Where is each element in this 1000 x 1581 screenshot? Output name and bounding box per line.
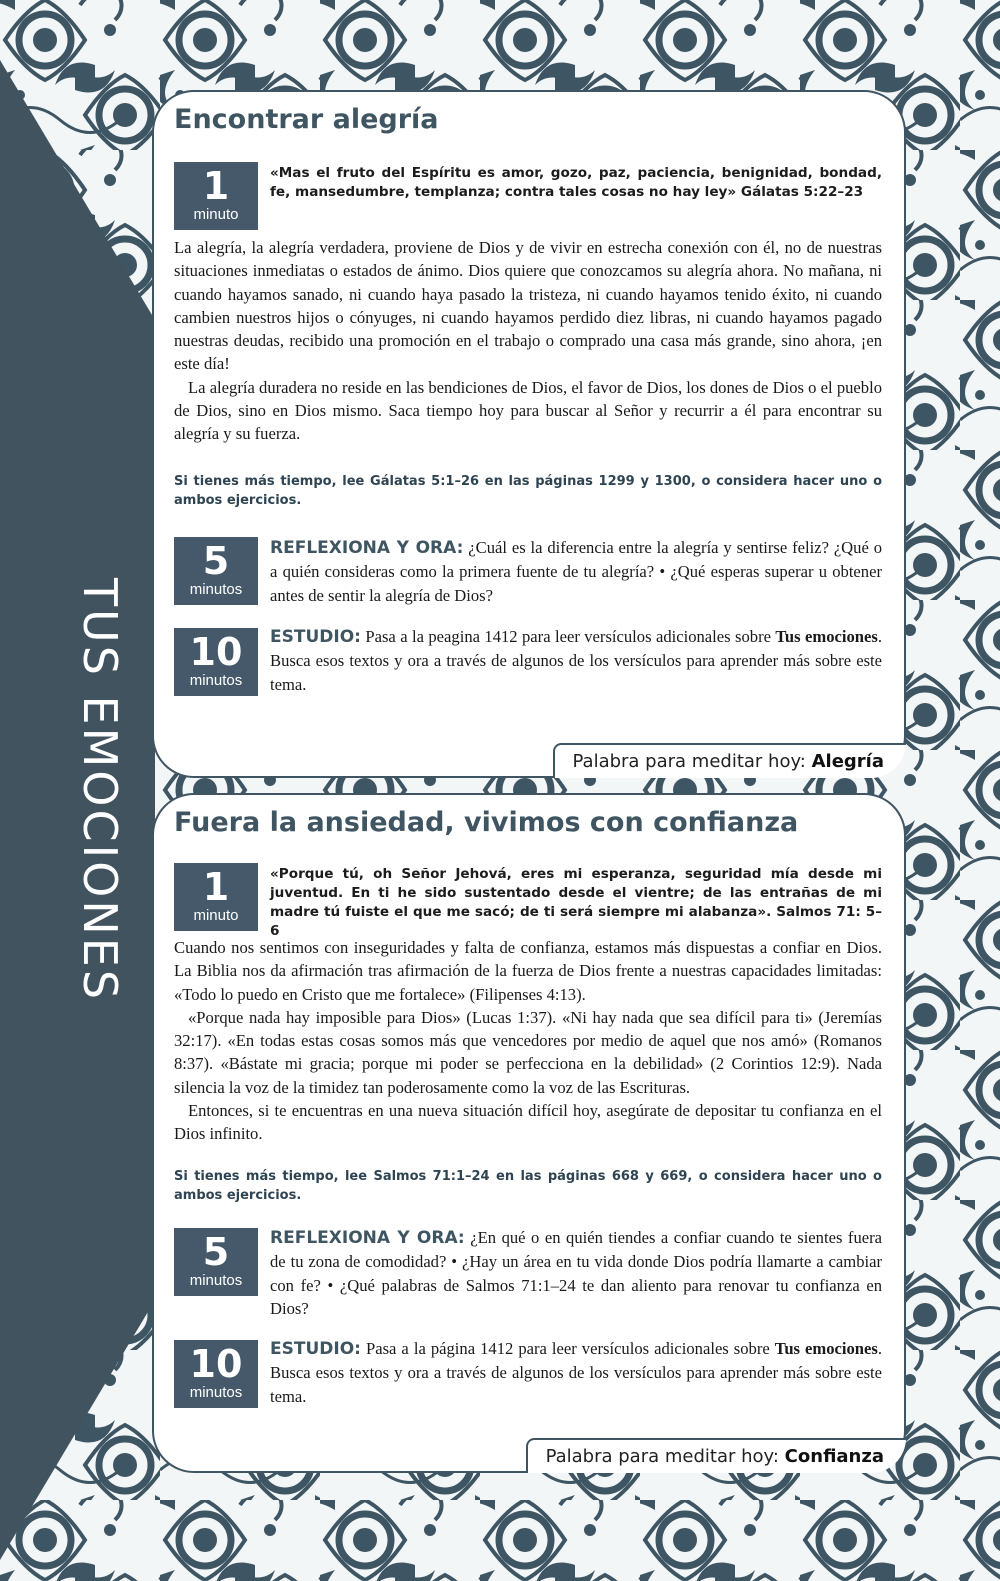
study-exercise [270,625,882,696]
paragraph: La alegría, la alegría verdadera, proviene de Dios y de vivir en estrecha conexión con él, no de nuestras situaciones inmediatas o estados de ánimo. Dios quiere que conozcamos su alegría ahora. No mañana, ni cuando hayamos sanado, ni cuando haya pasado la tristeza, ni cuando hayamos tenido éxito, ni cuando cambien nuestros hijos o cónyuges, ni cuando hayamos perdido diez libras, ni cuando hayamos pagado nuestras deudas, recibido una promoción en el trabajo o comprado una casa más grande, sino ahora, ¡en este día! [174,238,882,374]
word-value: Confianza [784,1446,884,1467]
reflect-label: REFLEXIONA Y ORA: [270,1228,465,1248]
study-text-end: . Busca esos textos y ora a través de algunos de los versículos para aprender más sobre este tema. [270,627,882,694]
devotional-card-2 [152,793,906,1473]
word-of-the-day [526,1438,906,1473]
badge-unit: minutos [189,672,243,689]
badge-number: 10 [189,630,243,674]
reflect-text: ¿Cuál es la diferencia entre la alegría y sentirse feliz? ¿Qué o a quién consideras como la primera fuente de tu alegría? • ¿Qué esperas superar u obtener antes de sentir la alegría de Dios? [270,538,882,605]
study-text-end: . Busca esos textos y ora a través de algunos de los versículos para aprender más sobre este tema. [270,1339,883,1406]
card-title: Encontrar alegría [174,104,439,135]
study-label: ESTUDIO: [270,1339,361,1359]
badge-number: 1 [202,164,230,208]
word-of-the-day [553,743,907,778]
badge-unit: minutos [189,1384,243,1401]
study-text: Pasa a la página 1412 para leer versículos adicionales sobre [360,1339,775,1358]
reflect-exercise [270,536,882,607]
devotional-card-1 [152,90,906,778]
scripture-verse: «Mas el fruto del Espíritu es amor, gozo, paz, paciencia, benignidad, bondad, fe, mansedumbre, templanza; contra tales cosas no hay ley» Gálatas 5:22–23 [270,165,882,200]
devotional-body [174,936,882,1146]
badge-unit: minuto [193,206,239,223]
badge-number: 10 [189,1342,243,1386]
devotional-body [174,236,882,446]
card-title: Fuera la ansiedad, vivimos con confianza [174,807,799,838]
paragraph: «Porque nada hay imposible para Dios» (Lucas 1:37). «Ni hay nada que sea difícil para ti» (Jeremías 32:17). «En todas estas cosas somos más que vencedores por medio de aquel que nos amó» (Romanos 8:37). «Bástate mi gracia; porque mi poder se perfecciona en la debilidad» (2 Corintios 12:9). Nada silencia la voz de la timidez tan poderosamente como la voz de las Escrituras. [174,1007,882,1097]
word-value: Alegría [811,751,884,772]
badge-number: 5 [202,539,230,583]
paragraph: La alegría duradera no reside en las bendiciones de Dios, el favor de Dios, los dones de Dios o el pueblo de Dios, sino en Dios mismo. Saca tiempo hoy para buscar al Señor y recurrir a él para encontrar su alegría y su fuerza. [174,377,882,444]
time-badge-5-minutes [174,1228,258,1296]
study-exercise [270,1337,882,1408]
badge-unit: minuto [193,907,239,924]
time-badge-5-minutes [174,537,258,605]
time-badge-1-minute [174,863,258,931]
word-label: Palabra para meditar hoy: [572,751,806,772]
badge-unit: minutos [189,1272,243,1289]
study-label: ESTUDIO: [270,627,361,647]
word-label: Palabra para meditar hoy: [545,1446,779,1467]
time-badge-10-minutes [174,1340,258,1408]
badge-number: 1 [202,865,230,909]
side-section-title: TUS EMOCIONES [73,577,127,1003]
time-badge-10-minutes [174,628,258,696]
more-time-note: Si tienes más tiempo, lee Salmos 71:1–24 en las páginas 668 y 669, o considera hacer uno o ambos ejercicios. [174,1169,882,1203]
reflect-label: REFLEXIONA Y ORA: [270,538,464,558]
study-text: Pasa a la peagina 1412 para leer versículos adicionales sobre [360,627,776,646]
study-topic: Tus emociones [775,627,878,646]
more-time-note: Si tienes más tiempo, lee Gálatas 5:1–26 en las páginas 1299 y 1300, o considera hacer uno o ambos ejercicios. [174,474,882,508]
paragraph: Entonces, si te encuentras en una nueva situación difícil hoy, asegúrate de depositar tu confianza en el Dios infinito. [174,1101,882,1144]
badge-number: 5 [202,1230,230,1274]
badge-unit: minutos [189,581,243,598]
paragraph: Cuando nos sentimos con inseguridades y falta de confianza, estamos más dispuestas a confiar en Dios. La Biblia nos da afirmación tras afirmación de la fuerza de Dios frente a nuestras capacidades limitadas: «Todo lo puedo en Cristo que me fortalece» (Filipenses 4:13). [174,938,882,1004]
scripture-verse: «Porque tú, oh Señor Jehová, eres mi esperanza, seguridad mía desde mi juventud. En ti he sido sustentado desde el vientre; de las entrañas de mi madre tú fuiste el que me sacó; de ti será siempre mi alabanza». Salmos 71: 5–6 [270,866,882,939]
study-topic: Tus emociones [774,1339,878,1358]
reflect-text: ¿En qué o en quién tiendes a confiar cuando te sientes fuera de tu zona de comodidad? • ¿Hay un área en tu vida donde Dios podría llamarte a cambiar con fe? • ¿Qué palabras de Salmos 71:1–24 te dan aliento para renovar tu confianza en Dios? [270,1228,882,1318]
reflect-exercise [270,1226,882,1320]
time-badge-1-minute [174,162,258,230]
